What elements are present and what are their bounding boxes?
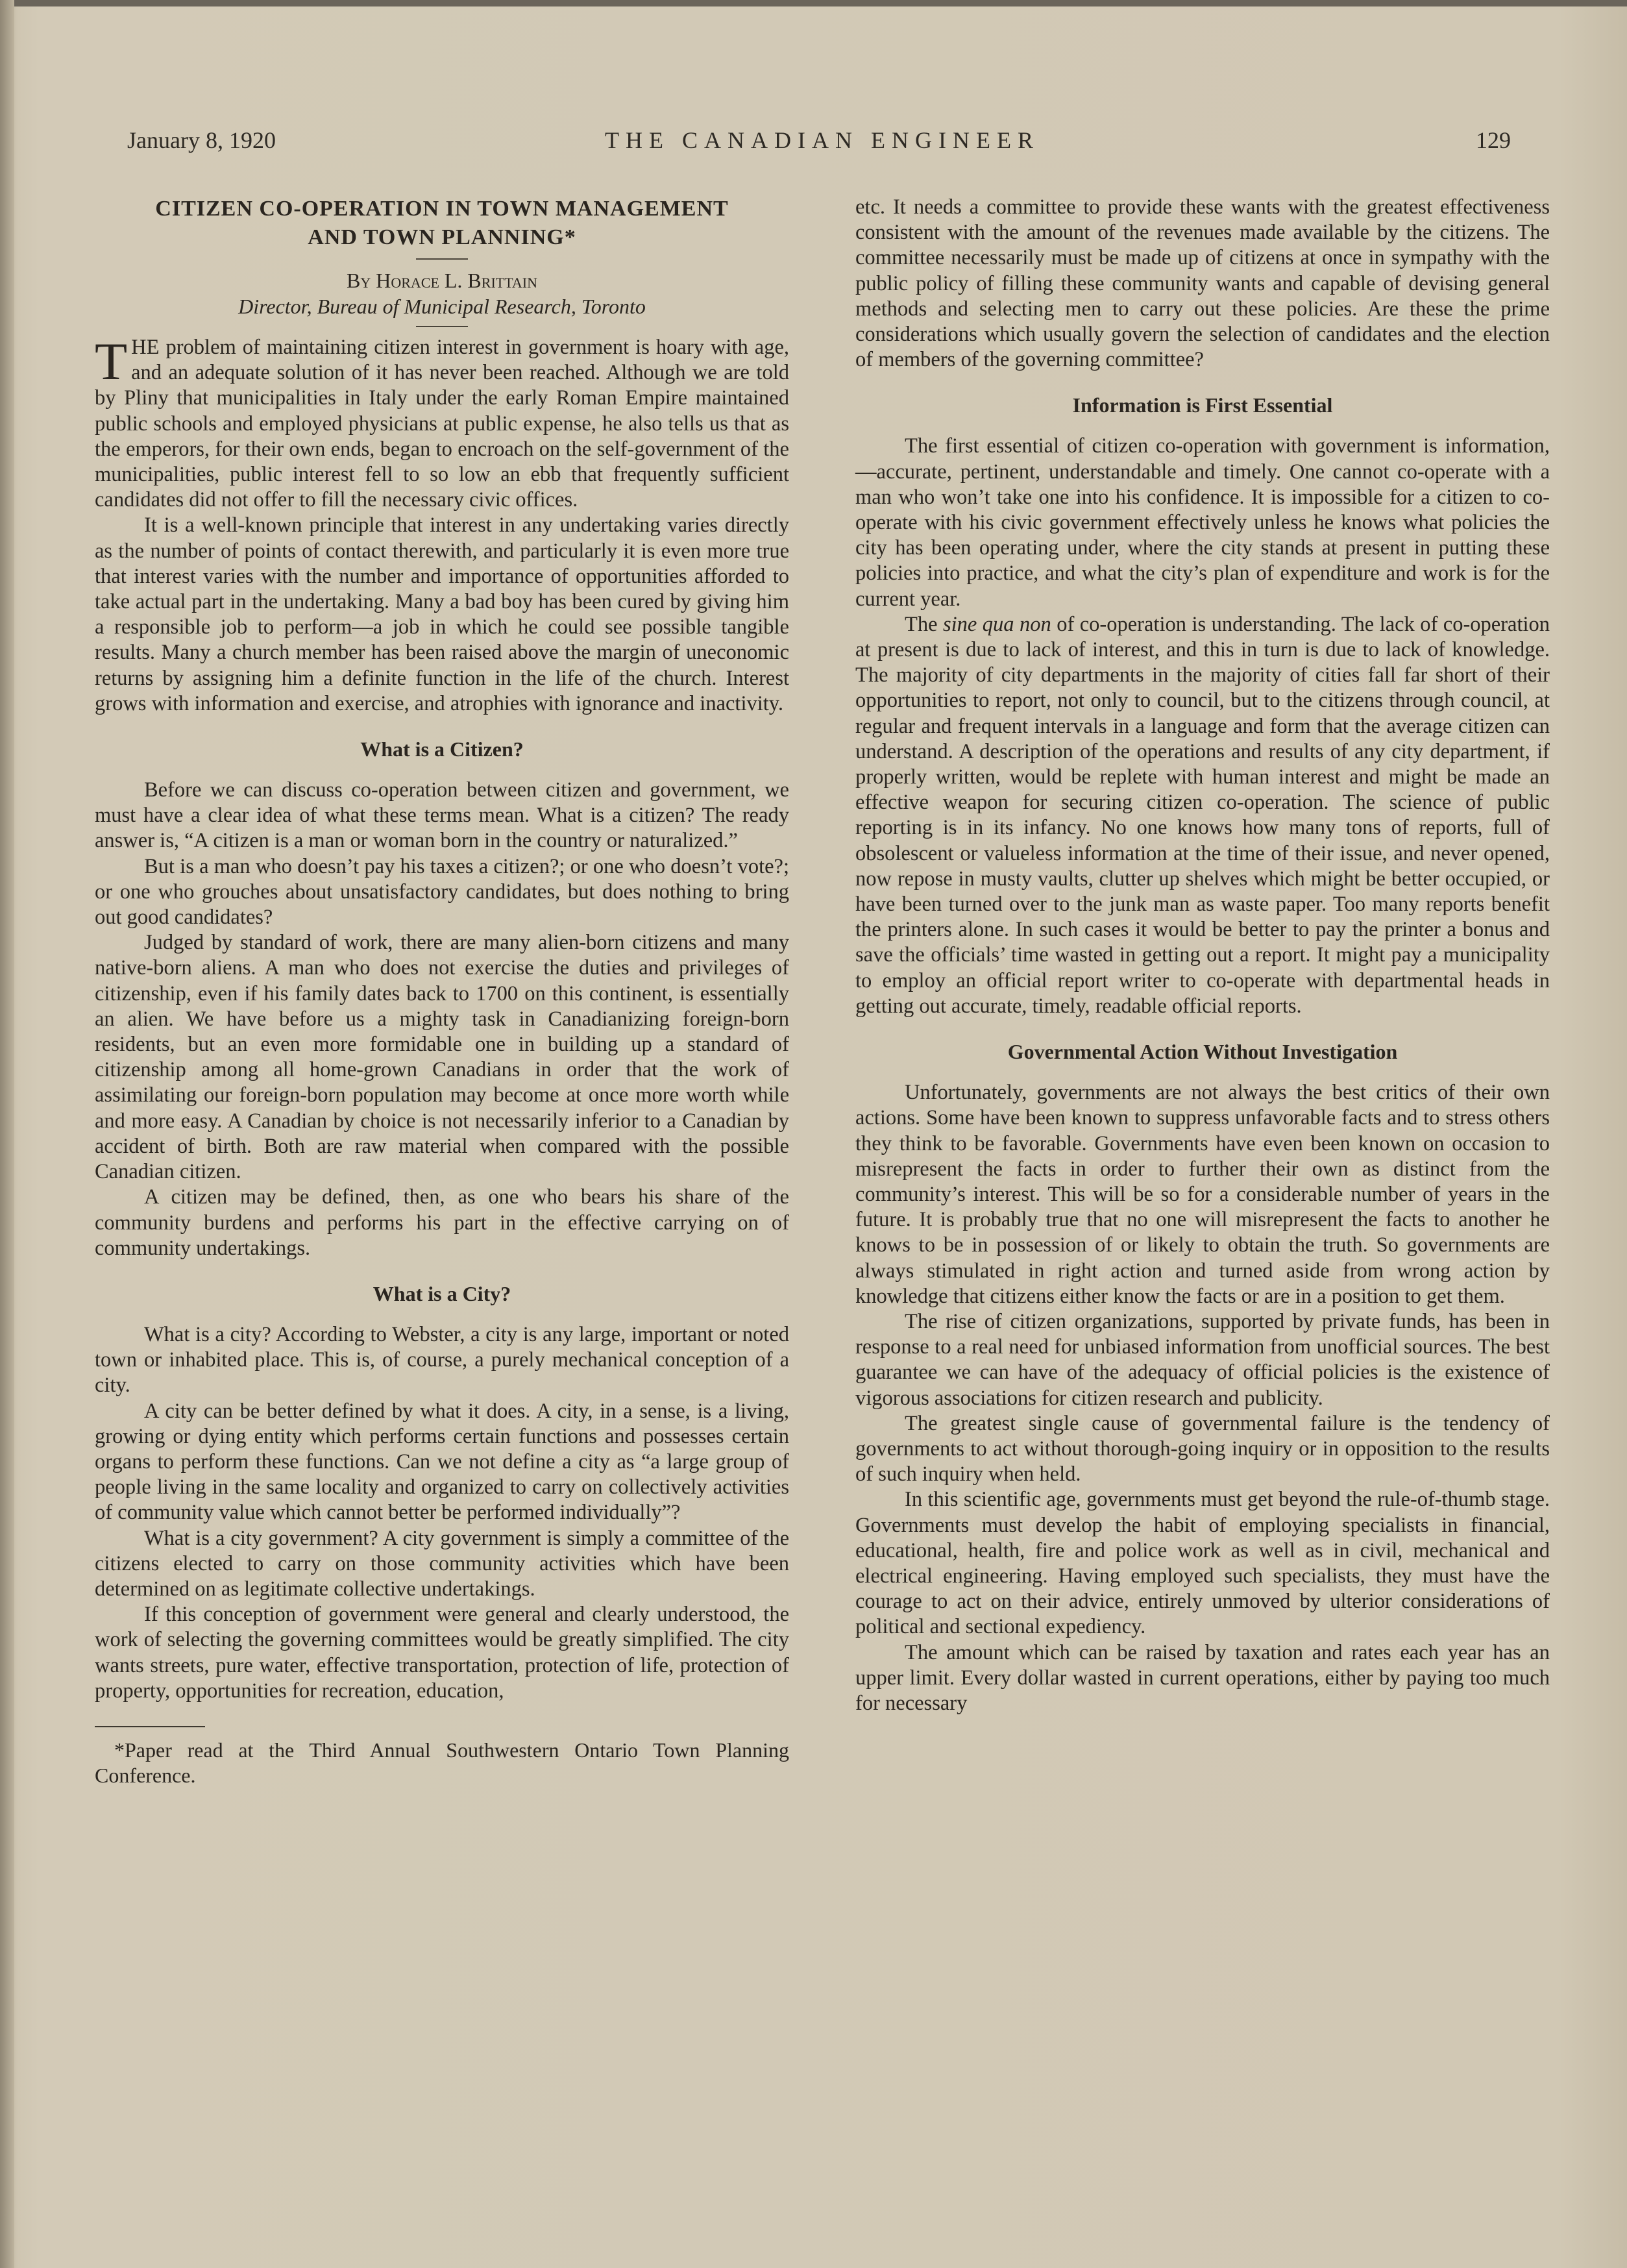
paragraph-city-defined: A city can be better defined by what it does. A city, in a sense, is a living, growing or dying entity which performs certain functions and possesses certain organs to perform these functions. Can we not define a city as “a large group of people living in the same locality and organized to carry on collectively activities of community value which cannot better be performed individually”? [95,1399,789,1525]
paragraph-unfortunately: Unfortunately, governments are not always the best critics of their own actions. Some have been known to suppress unfavorable facts and to stress others they think to be favorable. Governments have even been known on occasion to misrepresent the facts in order to further their own as distinct from the community’s interest. This will be so for a considerable number of years in the future. It is probably true that no one will misrepresent the facts to another he knows to be in possession of or likely to obtain the truth. So governments are always stimulated in right action and turned aside from wrong action by knowledge that citizens either know the facts or are in a position to get them. [855,1081,1550,1308]
paragraph-standard-of-work: Judged by standard of work, there are many alien-born citizens and many native-born aliens. A man who does not exercise the duties and privileges of citizenship, even if his family dates back to 1700 on this continent, is essentially an alien. We have before us a mighty task in Canadianizing foreign-born residents, but an even more formidable one in building up a standard of citizenship among all home-grown Canadians in order that the work of assimilating our foreign-born population may become at once more worth while and more easy. A Canadian by choice is not necessarily inferior to a Canadian by accident of birth. Both are raw material when compared with the possible Canadian citizen. [95,931,789,1184]
paragraph-conception: If this conception of government were general and clearly understood, the work of selecting the governing committees would be greatly simplified. The city wants streets, pure water, effective transportation, protection of life, protection of property, opportunities for recreation, education, [95,1603,789,1703]
footnote: *Paper read at the Third Annual Southwestern Ontario Town Planning Conference. [95,1738,789,1787]
intro-text: HE problem of maintaining citizen interest in government is hoary with age, and an adequate solution of it has never been reached. Although we are told by Pliny that municipalities in Italy under the early Roman Empire maintained public schools and employed physicians at public expense, he also tells us that as the emperors, for their own ends, began to encroach on the self-government of the municipalities, public interest fell to so low an ebb that frequently sufficient candidates did not offer to fill the necessary civic offices. [95,336,789,512]
understanding-lead: The [905,612,938,636]
paragraph-interest: It is a well-known principle that interest in any undertaking varies directly as the number of points of contact therewith, and particularly it is even more true that interest varies with the number and importance of opportunities afforded to take actual part in the undertaking. Many a bad boy has been cured by giving him a responsible job to perform—a job in which he could see possible tangible results. Many a church member has been raised above the margin of uneconomic returns by assigning him a definite function in the life of the church. Interest grows with information and exercise, and atrophies with ignorance and inactivity. [95,513,789,715]
heading-governmental-action: Governmental Action Without Investigation [1007,1040,1398,1064]
paragraph-webster: What is a city? According to Webster, a city is any large, important or noted town or inhabited place. This is, of course, a purely mechanical conception of a city. [95,1322,789,1398]
top-edge-rule [0,0,1627,6]
paragraph-taxation-limit: The amount which can be raised by taxation and rates each year has an upper limit. Every dollar wasted in current operations, either by paying too much for necessary [855,1640,1550,1715]
paragraph-citizen-organizations: The rise of citizen organizations, supported by private funds, has been in response to a real need for unbiased information from unofficial sources. The best guarantee we can have of the adequacy of official policies is the existence of vigorous associations for citizen research and publicity. [855,1309,1550,1410]
heading-what-is-a-citizen: What is a Citizen? [360,737,524,761]
paragraph-first-essential: The first essential of citizen co-operation with government is information,—accurate, pertinent, understandable and timely. One cannot co-operate with a man who won’t take one into his confidence. It is impossible for a citizen to co-operate with his civic government effectively unless he knows what policies the city has been operating under, where the city stands at present in putting these policies into practice, and what the city’s plan of expenditure and work is for the current year. [855,434,1550,611]
understanding-rest: of co-operation is understanding. The lack of co-operation at present is due to lack of interest, and this in turn is due to lack of knowledge. The majority of city departments in the majority of cities fall far short of their opportunities to report, not only to council, but to the citizens through council, at regular and frequent intervals in a language and form that the average citizen can understand. A description of the operations and results of any city department, if properly written, would be replete with human interest and might be made an effective weapon for securing citizen co-operation. The science of public reporting is in its infancy. No one knows how many tons of reports, full of obsolescent or valueless information at the time of their issue, and never opened, now repose in musty vaults, clutter up shelves which might be better occupied, or have been turned over to the junk man as waste paper. Too many reports benefit the printers alone. In such cases it would be better to pay the printer a bonus and save the officials’ time wasted in getting out a report. It might pay a municipality to employ an official report writer to co-operate with departmental heads in getting out accurate, timely, readable official reports. [855,612,1550,1018]
right-column [855,195,1550,1716]
drop-cap: T [95,332,128,391]
intro-paragraph [95,332,789,513]
heading-what-is-a-city: What is a City? [373,1281,511,1305]
issue-date: January 8, 1920 [127,127,276,153]
paragraph-governmental-failure: The greatest single cause of governmental failure is the tendency of governments to act without thorough-going inquiry or in opposition to the results of such inquiry when held. [855,1411,1550,1486]
paragraph-understanding [855,612,1550,1019]
article-title-line-1: CITIZEN CO-OPERATION IN TOWN MANAGEMENT [155,197,729,221]
running-head [127,127,1517,159]
author-name: Horace L. Brittain [376,269,537,292]
title-rule [416,258,468,260]
page-number: 129 [1476,127,1511,153]
article-title-line-2: AND TOWN PLANNING* [308,225,576,249]
footnote-rule [95,1726,205,1727]
left-column [95,195,789,1788]
sine-qua-non: sine qua non [943,612,1051,636]
byline-prefix: By [346,269,371,292]
article-title [95,195,789,252]
author-affiliation: Director, Bureau of Municipal Research, Toronto [238,295,646,318]
paragraph-taxes-question: But is a man who doesn’t pay his taxes a citizen?; or one who doesn’t vote?; or one who grouches about unsatisfactory candidates, but does nothing to bring out good candidates? [95,854,789,930]
byline-rule [416,326,468,327]
paragraph-citizen-defined: A citizen may be defined, then, as one who bears his share of the community burdens and performs his part in the effective carrying on of community undertakings. [95,1185,789,1260]
paragraph-citizen-definition: Before we can discuss co-operation between citizen and government, we must have a clear idea of what these terms mean. What is a citizen? The ready answer is, “A citizen is a man or woman born in the country or naturalized.” [95,778,789,853]
paragraph-city-government: What is a city government? A city government is simply a committee of the citizens elected to carry on those community activities which have been determined on as legitimate collective undertakings. [95,1526,789,1601]
byline [95,267,789,293]
paragraph-scientific-age: In this scientific age, governments must get beyond the rule-of-thumb stage. Governments must develop the habit of employing specialists in financial, educational, health, fire and police work as well as in civil, mechanical and electrical engineering. Having employed such specialists, they must have the courage to act on their advice, entirely unmoved by ulterior considerations of political and sectional expediency. [855,1488,1550,1639]
paragraph-committee: etc. It needs a committee to provide these wants with the greatest effectiveness consistent with the amount of the revenues made available by the citizens. The committee necessarily must be made up of citizens at once in sympathy with the public policy of filling these community wants and capable of devising general methods and selecting men to carry out these policies. Are these the prime considerations which usually govern the selection of candidates and the election of members of the governing committee? [855,195,1550,372]
journal-title: THE CANADIAN ENGINEER [605,127,1040,153]
binding-edge-shadow [0,0,14,2268]
heading-information-first: Information is First Essential [1072,393,1333,417]
